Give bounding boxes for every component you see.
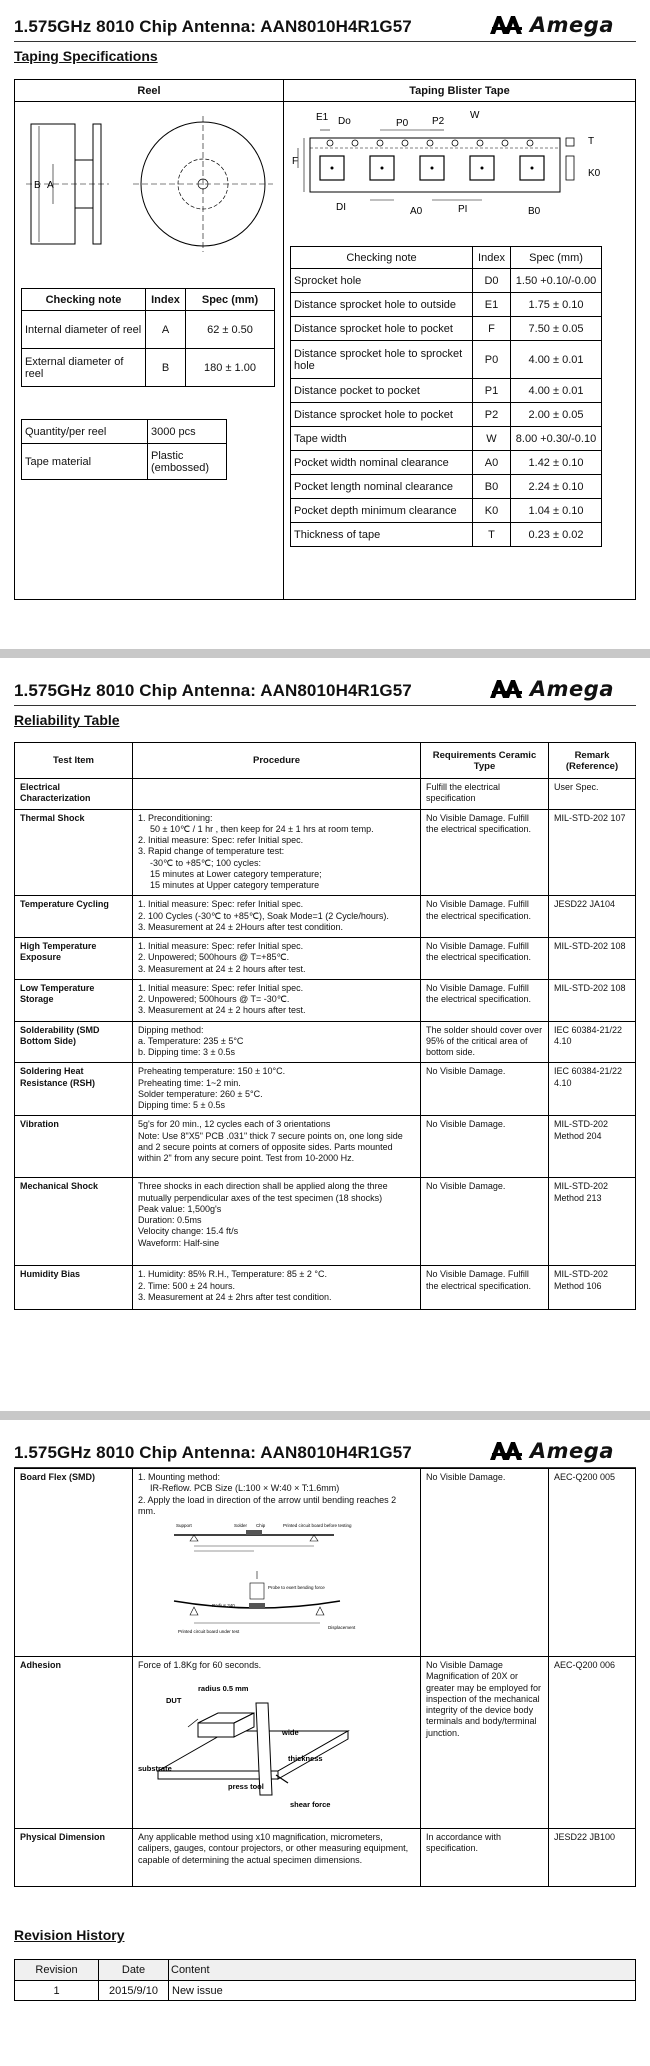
table-row	[15, 1021, 636, 1063]
remark: IEC 60384-21/22 4.10	[549, 1021, 636, 1063]
board-flex-diagram	[138, 1519, 408, 1647]
table-row: Internal diameter of reel A 62 ± 0.50	[22, 311, 275, 349]
requirement: No Visible Damage. Fulfill the electrical specification.	[421, 1266, 549, 1310]
procedure-line: Preheating temperature: 150 ± 10°C.	[138, 1066, 286, 1077]
procedure	[133, 1266, 421, 1310]
procedure-line: 3. Measurement at 24 ± 2 hours after test.	[138, 963, 306, 974]
logo-text: Amega	[529, 13, 614, 37]
page-2	[0, 667, 650, 1402]
quantity-table	[21, 419, 227, 480]
procedure-line: 3. Measurement at 24 ± 2hrs after test condition.	[138, 1291, 332, 1302]
remark: MIL-STD-202 107	[549, 809, 636, 896]
procedure-line: 1. Preconditioning:	[138, 812, 213, 823]
procedure-line: 3. Rapid change of temperature test:	[138, 846, 285, 857]
svg-text:K0: K0	[588, 168, 601, 179]
test-item: Humidity Bias	[15, 1266, 133, 1310]
remark: IEC 60384-21/22 4.10	[549, 1063, 636, 1116]
procedure-line: 1. Initial measure: Spec: refer Initial spec.	[138, 899, 304, 910]
test-item: Soldering Heat Resistance (RSH)	[15, 1063, 133, 1116]
tape-table-header: Checking note Index Spec (mm)	[291, 247, 602, 269]
amega-aa-icon	[490, 680, 524, 698]
table-row	[15, 979, 636, 1021]
reel-table-header: Checking note Index Spec (mm)	[22, 289, 275, 311]
procedure	[133, 979, 421, 1021]
table-row: External diameter of reel B 180 ± 1.00	[22, 349, 275, 387]
requirement: No Visible Damage. Fulfill the electrical specification.	[421, 809, 549, 896]
header-rule	[14, 41, 636, 42]
table-row: Adhesion Force of 1.8Kg for 60 seconds. radius 0.5 mm DUT wide thickness substrate press tool shear force No Visible Damage Magnification of 20X or greater may be employed for inspection of the mechanical integrity of the device body terminals and body/terminal junction. AEC-Q200 006	[15, 1657, 636, 1829]
table-row	[15, 1063, 636, 1116]
test-item: Low Temperature Storage	[15, 979, 133, 1021]
procedure-line: 15 minutes at Upper category temperature	[150, 880, 320, 890]
svg-text:Radius 340: Radius 340	[212, 1603, 235, 1608]
table-row: Tape width W 8.00 +0.30/-0.10	[291, 427, 602, 451]
revision-table	[14, 1959, 636, 2001]
svg-text:thickness: thickness	[288, 1754, 323, 1764]
table-row: Thickness of tape T 0.23 ± 0.02	[291, 523, 602, 547]
procedure-line: Peak value: 1,500g's	[138, 1203, 222, 1214]
remark: MIL-STD-202 Method 106	[549, 1266, 636, 1310]
procedure-line: Dipping time: 5 ± 0.5s	[138, 1100, 225, 1110]
svg-text:B0: B0	[528, 206, 541, 217]
revision-history-title: Revision History	[14, 1927, 125, 1943]
col-header-tape: Taping Blister Tape	[284, 80, 636, 102]
procedure-line: 15 minutes at Lower category temperature;	[150, 868, 322, 879]
test-item: Vibration	[15, 1116, 133, 1178]
table-row	[15, 809, 636, 896]
svg-text:Printed circuit board under te: Printed circuit board under test	[178, 1629, 240, 1634]
table-row	[15, 896, 636, 938]
svg-text:A0: A0	[410, 206, 423, 217]
table-row: Distance sprocket hole to pocket P2 2.00 ± 0.05	[291, 403, 602, 427]
table-row: Distance sprocket hole to pocket F 7.50 ± 0.05	[291, 317, 602, 341]
procedure	[133, 938, 421, 980]
procedure-line: Duration: 0.5ms	[138, 1215, 202, 1225]
table-row	[15, 1178, 636, 1266]
procedure	[133, 1116, 421, 1178]
company-logo	[490, 1439, 614, 1463]
remark: MIL-STD-202 108	[549, 979, 636, 1021]
procedure-line: Velocity change: 15.4 ft/s	[138, 1226, 239, 1237]
tape-diagram	[290, 108, 626, 236]
table-row: Pocket width nominal clearance A0 1.42 ± 0.10	[291, 451, 602, 475]
procedure-line: 3. Measurement at 24 ± 2 hours after test.	[138, 1005, 306, 1016]
svg-text:Do: Do	[338, 116, 351, 127]
procedure-line: 5g's for 20 min., 12 cycles each of 3 orientations	[138, 1119, 331, 1130]
svg-text:wide: wide	[282, 1728, 299, 1738]
table-row	[15, 1116, 636, 1178]
reel-cell	[15, 102, 284, 600]
procedure-line: 2. Initial measure: Spec: refer Initial spec.	[138, 835, 304, 845]
test-item: Solderability (SMD Bottom Side)	[15, 1021, 133, 1063]
requirement: The solder should cover over 95% of the critical area of bottom side.	[421, 1021, 549, 1063]
procedure	[133, 896, 421, 938]
reel-label-b: B	[34, 180, 41, 191]
procedure-line: 1. Humidity: 85% R.H., Temperature: 85 ± 2 °C.	[138, 1269, 327, 1280]
svg-text:P0: P0	[396, 118, 409, 129]
col-header-reel: Reel	[15, 80, 284, 102]
table-row: Physical Dimension Any applicable method using x10 magnification, micrometers, calipers, gauges, contour projectors, or other measuring equipment, capable of determining the actual specimen dimensions. In accordance with specification. JESD22 JB100	[15, 1829, 636, 1887]
svg-text:PI: PI	[458, 204, 468, 215]
amega-aa-icon	[490, 16, 524, 34]
reliability-table-continued	[14, 1468, 636, 1887]
procedure-line: b. Dipping time: 3 ± 0.5s	[138, 1047, 235, 1057]
logo-text: Amega	[529, 677, 614, 701]
svg-text:radius 0.5 mm: radius 0.5 mm	[198, 1684, 249, 1694]
procedure-line: 1. Initial measure: Spec: refer Initial spec.	[138, 941, 304, 951]
amega-aa-icon	[490, 1442, 524, 1460]
requirement: No Visible Damage. Fulfill the electrical specification.	[421, 938, 549, 980]
table-row: Distance sprocket hole to outside E1 1.75 ± 0.10	[291, 293, 602, 317]
page-header	[14, 0, 636, 37]
svg-text:substrate: substrate	[138, 1764, 172, 1774]
requirement: No Visible Damage.	[421, 1063, 549, 1116]
test-item: Mechanical Shock	[15, 1178, 133, 1266]
procedure-line: -30℃ to +85℃; 100 cycles:	[150, 857, 262, 868]
document-title: 1.575GHz 8010 Chip Antenna: AAN8010H4R1G57	[14, 681, 412, 700]
procedure	[133, 779, 421, 810]
table-row: Pocket depth minimum clearance K0 1.04 ± 0.10	[291, 499, 602, 523]
procedure-line: 2. 100 Cycles (-30℃ to +85℃), Soak Mode=1 (2 Cycle/hours).	[138, 910, 389, 921]
logo-text: Amega	[529, 1439, 614, 1463]
table-row	[15, 1266, 636, 1310]
svg-text:Solder: Solder	[234, 1523, 248, 1528]
remark: MIL-STD-202 Method 213	[549, 1178, 636, 1266]
table-row: Quantity/per reel 3000 pcs	[22, 420, 227, 444]
svg-text:Printed circuit board before t: Printed circuit board before testing	[283, 1523, 352, 1528]
svg-text:Chip: Chip	[256, 1523, 266, 1528]
requirement: No Visible Damage.	[421, 1116, 549, 1178]
table-row	[15, 779, 636, 810]
svg-text:press tool: press tool	[228, 1782, 264, 1792]
page-3	[0, 1429, 650, 2066]
reliability-table-header: Test Item Procedure Requirements Ceramic Type Remark (Reference)	[15, 743, 636, 779]
company-logo	[490, 677, 614, 701]
requirement: Fulfill the electrical specification	[421, 779, 549, 810]
taping-spec-table	[14, 79, 636, 600]
header-rule	[14, 705, 636, 706]
procedure-line: Solder temperature: 260 ± 5°C.	[138, 1088, 263, 1099]
table-row	[15, 938, 636, 980]
table-row: Sprocket hole D0 1.50 +0.10/-0.00	[291, 269, 602, 293]
procedure-line: a. Temperature: 235 ± 5°C	[138, 1035, 244, 1046]
procedure-line: 2. Unpowered; 500hours @ T= -30℃.	[138, 994, 290, 1004]
reel-label-a: A	[47, 180, 54, 191]
table-row: Distance pocket to pocket P1 4.00 ± 0.01	[291, 379, 602, 403]
procedure	[133, 809, 421, 896]
requirement: No Visible Damage. Fulfill the electrical specification.	[421, 979, 549, 1021]
svg-text:Probe to exert bending force: Probe to exert bending force	[268, 1585, 325, 1590]
procedure-line: 2. Time: 500 ± 24 hours.	[138, 1280, 235, 1291]
table-row: Board Flex (SMD) 1. Mounting method: IR-Reflow. PCB Size (L:100 × W:40 × T:1.6mm) 2. Apply the load in direction of the arrow until bending reaches 2 mm. Support Solder Chip Printed circuit board before testing Probe to exert bending force Radius 340 Printed circuit board under test Displacement No Visible Damage. AEC-Q200 005	[15, 1469, 636, 1657]
procedure	[133, 1021, 421, 1063]
procedure-line: Preheating time: 1~2 min.	[138, 1077, 241, 1088]
adhesion-procedure: Force of 1.8Kg for 60 seconds. radius 0.5 mm DUT wide thickness substrate press tool shear force	[133, 1657, 421, 1829]
remark: MIL-STD-202 Method 204	[549, 1116, 636, 1178]
requirement: No Visible Damage. Fulfill the electrical specification.	[421, 896, 549, 938]
table-row: Distance sprocket hole to sprocket hole P0 4.00 ± 0.01	[291, 341, 602, 379]
tape-cell	[284, 102, 636, 600]
table-row: 1 2015/9/10 New issue	[15, 1981, 636, 2001]
test-item: Thermal Shock	[15, 809, 133, 896]
test-item: High Temperature Exposure	[15, 938, 133, 980]
reel-diagram	[21, 112, 277, 262]
section-title: Taping Specifications	[14, 48, 158, 64]
revision-table-header: Revision Date Content	[15, 1960, 636, 1981]
tape-table	[290, 246, 602, 547]
board-flex-procedure: 1. Mounting method: IR-Reflow. PCB Size (L:100 × W:40 × T:1.6mm) 2. Apply the load in direction of the arrow until bending reaches 2 mm. Support Solder Chip Printed circuit board before testing Probe to exert bending force Radius 340 Printed circuit board under test Displacement	[133, 1469, 421, 1657]
svg-text:DUT: DUT	[166, 1696, 182, 1706]
procedure	[133, 1178, 421, 1266]
remark: MIL-STD-202 108	[549, 938, 636, 980]
section-title: Reliability Table	[14, 712, 120, 728]
svg-text:P2: P2	[432, 116, 445, 127]
page-header	[14, 1429, 636, 1463]
remark: User Spec.	[549, 779, 636, 810]
svg-text:F: F	[292, 156, 299, 167]
procedure-line: 50 ± 10℃ / 1 hr , then keep for 24 ± 1 hrs at room temp.	[150, 823, 374, 834]
test-item: Electrical Characterization	[15, 779, 133, 810]
document-title: 1.575GHz 8010 Chip Antenna: AAN8010H4R1G57	[14, 1443, 412, 1462]
svg-text:DI: DI	[336, 202, 346, 213]
company-logo	[490, 13, 614, 37]
page-separator	[0, 1402, 650, 1429]
remark: JESD22 JA104	[549, 896, 636, 938]
test-item: Temperature Cycling	[15, 896, 133, 938]
svg-text:T: T	[588, 136, 595, 147]
svg-text:E1: E1	[316, 112, 329, 123]
table-row: Tape material Plastic (embossed)	[22, 444, 227, 480]
page-1	[0, 0, 650, 640]
requirement: No Visible Damage.	[421, 1178, 549, 1266]
procedure-line: 2. Unpowered; 500hours @ T=+85℃.	[138, 952, 290, 963]
table-row: Pocket length nominal clearance B0 2.24 ± 0.10	[291, 475, 602, 499]
svg-text:shear force: shear force	[290, 1800, 331, 1810]
svg-text:Displacement: Displacement	[328, 1625, 356, 1630]
procedure-line: Note: Use 8"X5" PCB .031" thick 7 secure points on, one long side and 2 secure points at corners of opposite sides. Parts mounted within 2" from any secure point. Test from 10-2000 Hz.	[138, 1130, 403, 1163]
procedure	[133, 1063, 421, 1116]
procedure-line: Three shocks in each direction shall be applied along the three mutually perpendicular axes of the test specimen (18 shocks)	[138, 1181, 388, 1203]
page-separator	[0, 640, 650, 667]
document-title: 1.575GHz 8010 Chip Antenna: AAN8010H4R1G57	[14, 17, 412, 36]
procedure-line: 3. Measurement at 24 ± 2Hours after test condition.	[138, 921, 344, 932]
procedure-line: Waveform: Half-sine	[138, 1237, 220, 1248]
procedure-line: 1. Initial measure: Spec: refer Initial spec.	[138, 982, 304, 993]
reliability-table	[14, 742, 636, 1310]
svg-text:W: W	[470, 110, 480, 121]
reel-table	[21, 288, 275, 387]
page-header	[14, 667, 636, 701]
procedure-line: Dipping method:	[138, 1024, 204, 1035]
adhesion-diagram	[138, 1675, 358, 1815]
svg-text:Support: Support	[176, 1523, 192, 1528]
